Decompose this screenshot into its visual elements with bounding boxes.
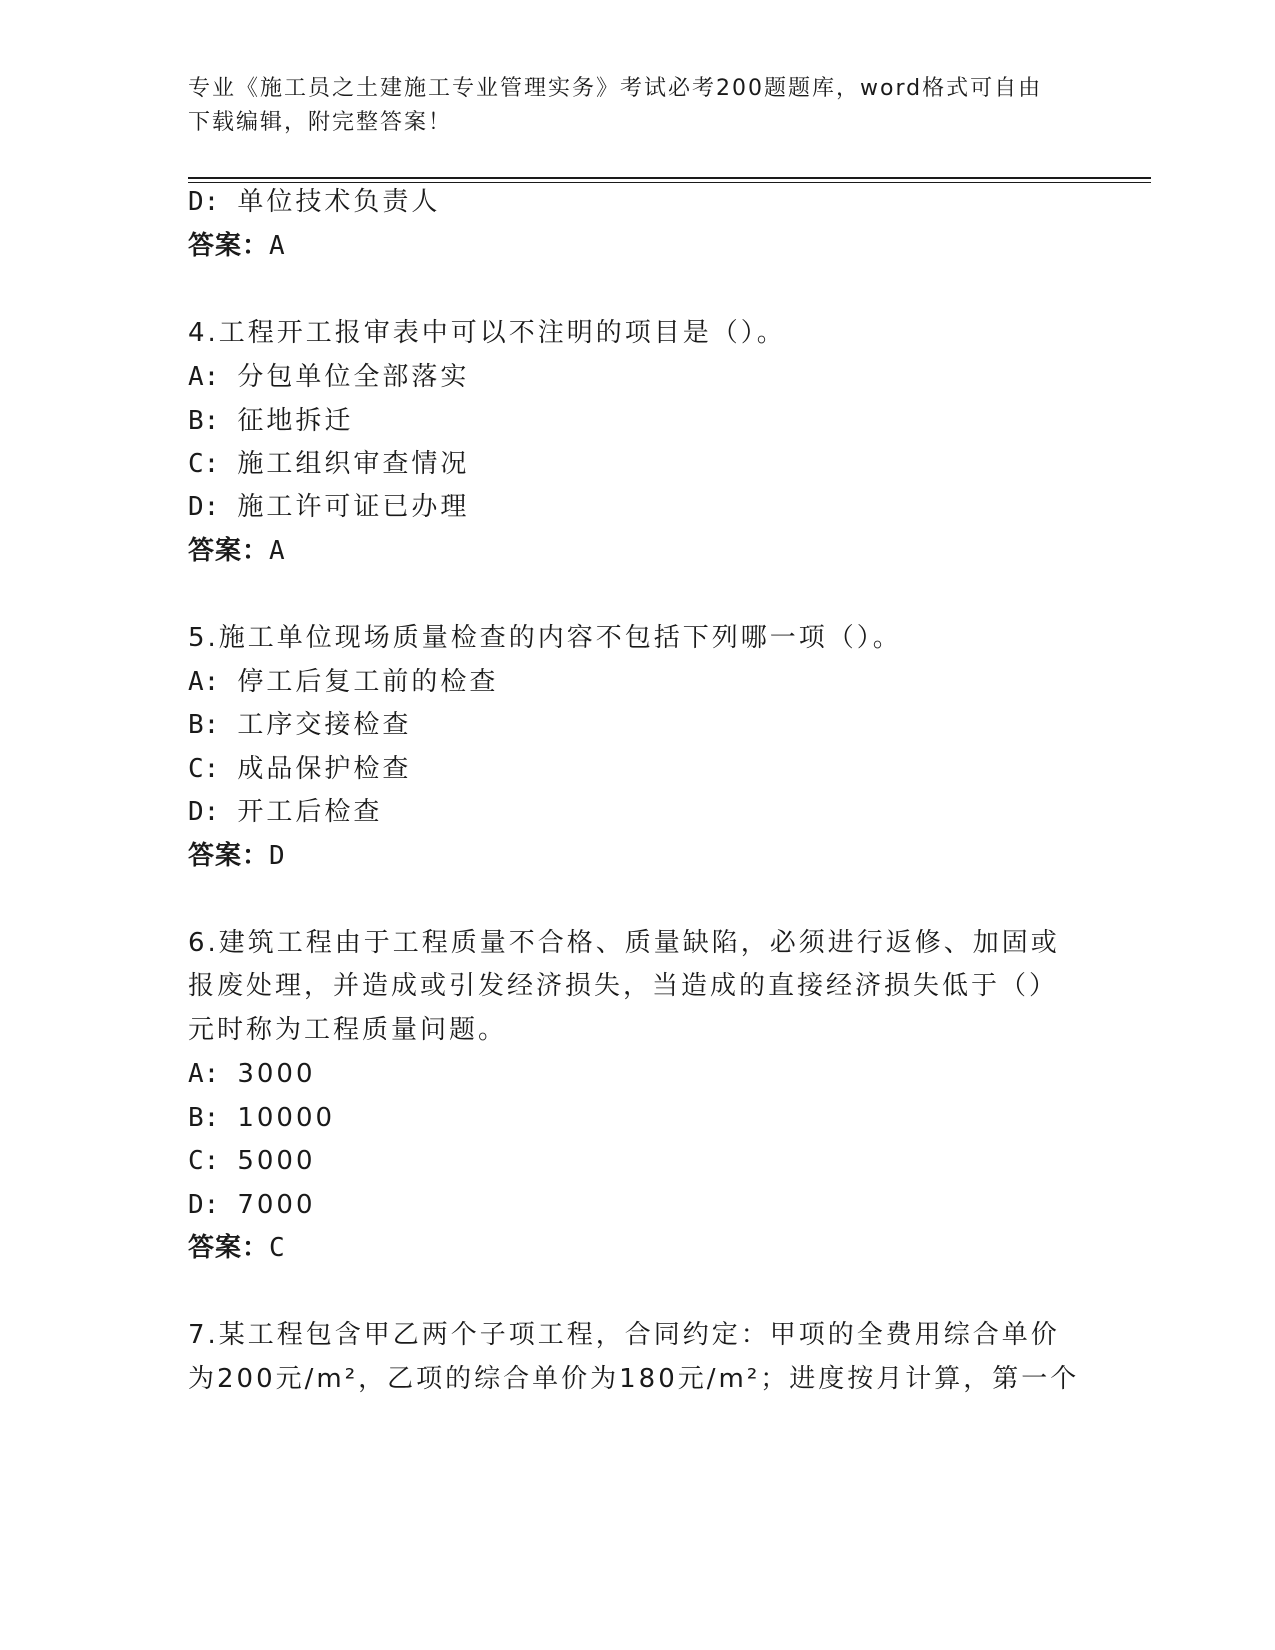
q6-option-c: C: 5000 [188, 1146, 316, 1176]
q5-option-d: D: 开工后检查 [188, 797, 383, 827]
q5-option-a: A: 停工后复工前的检查 [188, 667, 499, 697]
q4-option-a: A: 分包单位全部落实 [188, 362, 470, 392]
q6-option-d: D: 7000 [188, 1190, 316, 1220]
document-header [188, 72, 1068, 140]
q7-stem-line-1: 7.某工程包含甲乙两个子项工程，合同约定：甲项的全费用综合单价 [188, 1320, 1060, 1350]
q6-stem-line-2: 报废处理，并造成或引发经济损失，当造成的直接经济损失低于（） [188, 971, 1059, 1001]
q6-option-a: A: 3000 [188, 1059, 316, 1089]
q3-answer: 答案：A [188, 231, 286, 261]
q6-option-b: B: 10000 [188, 1103, 336, 1133]
q4-answer: 答案：A [188, 536, 286, 566]
q3-option-d: D: 单位技术负责人 [188, 187, 441, 217]
header-line-2: 下载编辑，附完整答案！ [188, 110, 453, 135]
header-divider-thick [188, 177, 1151, 179]
header-divider-thin [188, 182, 1151, 183]
q5-answer: 答案：D [188, 841, 286, 871]
q4-option-d: D: 施工许可证已办理 [188, 492, 470, 522]
q5-option-b: B: 工序交接检查 [188, 710, 412, 740]
header-line-1: 专业《施工员之土建施工专业管理实务》考试必考200题题库，word格式可自由 [188, 76, 1043, 101]
q6-stem-line-3: 元时称为工程质量问题。 [188, 1015, 508, 1045]
q5-option-c: C: 成品保护检查 [188, 754, 412, 784]
q5-stem: 5.施工单位现场质量检查的内容不包括下列哪一项（）。 [188, 623, 902, 653]
q6-stem-line-1: 6.建筑工程由于工程质量不合格、质量缺陷，必须进行返修、加固或 [188, 928, 1060, 958]
q4-stem: 4.工程开工报审表中可以不注明的项目是（）。 [188, 318, 786, 348]
q6-answer: 答案：C [188, 1233, 286, 1263]
q4-option-c: C: 施工组织审查情况 [188, 449, 470, 479]
q4-option-b: B: 征地拆迁 [188, 406, 354, 436]
q7-stem-line-2: 为200元/m²，乙项的综合单价为180元/m²；进度按月计算，第一个 [188, 1364, 1080, 1394]
